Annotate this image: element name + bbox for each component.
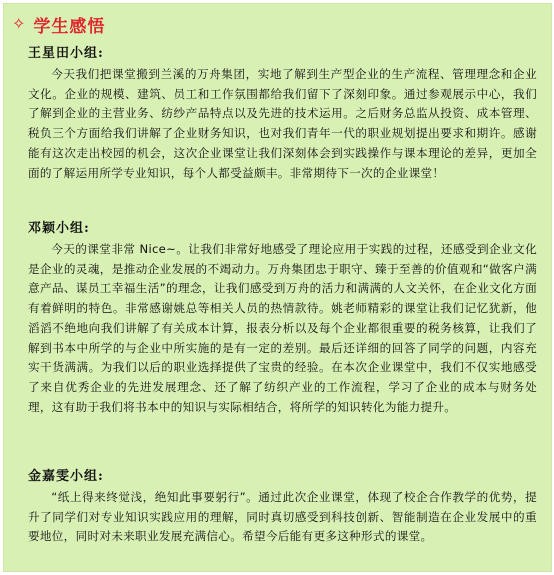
section-header (12, 12, 105, 36)
reflection-text: “纸上得来终觉浅，绝知此事要躬行”。通过此次企业课堂，体现了校企合作教学的优势，提升了同学们对专业知识实践应用的理解，同时真切感受到科技创新、智能制造在企业发展中的重要地位，同时对未来职业发展充满信心。希望今后能有更多这种形式的课堂。 (28, 490, 537, 544)
diamond-icon: ✧ (12, 14, 26, 33)
group-reflection-deng (28, 220, 537, 417)
group-name: 王星田小组: (28, 46, 104, 61)
reflection-text: 今天的课堂非常 Nice~。让我们非常好地感受了理论应用于实践的过程，还感受到企业文化是企业的灵魂，是推动企业发展的不竭动力。万舟集团忠于职守、臻于至善的价值观和“做客户满意产品、谋员工幸福生活”的理念，让我们感受到万舟的活力和满满的人文关怀，在企业文化方面有着鲜明的特色。非常感谢姚总等相关人员的热情款待。姚老师精彩的课堂让我们记忆犹新，他滔滔不绝地向我们讲解了有关成本计算，报表分析以及每个企业都很重要的税务核算，让我们了解到书本中所学的与企业中所实施的是有一定的差别。最后还详细的回答了同学的问题，内容充实干货满满。为我们以后的职业选择提供了宝贵的经验。在本次企业课堂中，我们不仅实地感受了来自优秀企业的先进发展理念、还了解了纺织产业的工作流程，学习了企业的成本与财务处理，这有助于我们将书本中的知识与实际相结合，将所学的知识转化为能力提升。 (28, 242, 537, 414)
reflection-text: 今天我们把课堂搬到兰溪的万舟集团，实地了解到生产型企业的生产流程、管理理念和企业文化。企业的规模、建筑、员工和工作氛围都给我们留下了深刻印象。通过参观展示中心，我们了解到企业的主营业务、纺纱产品特点以及先进的技术运用。之后财务总监从投资、成本管理、税负三个方面给我们讲解了企业财务知识，也对我们青年一代的职业规划提出要求和期许。感谢能有这次走出校园的机会，这次企业课堂让我们深刻体会到实践操作与课本理论的差异，更加全面的了解运用所学专业知识，每个人都受益颇丰。非常期待下一次的企业课堂！ (28, 67, 537, 180)
group-reflection-jin (28, 468, 537, 547)
group-name: 邓颖小组: (28, 221, 90, 236)
reflection-panel (3, 3, 552, 572)
group-reflection-wang (28, 45, 537, 183)
section-title: 学生感悟 (33, 16, 106, 37)
group-name: 金嘉雯小组: (28, 469, 104, 484)
